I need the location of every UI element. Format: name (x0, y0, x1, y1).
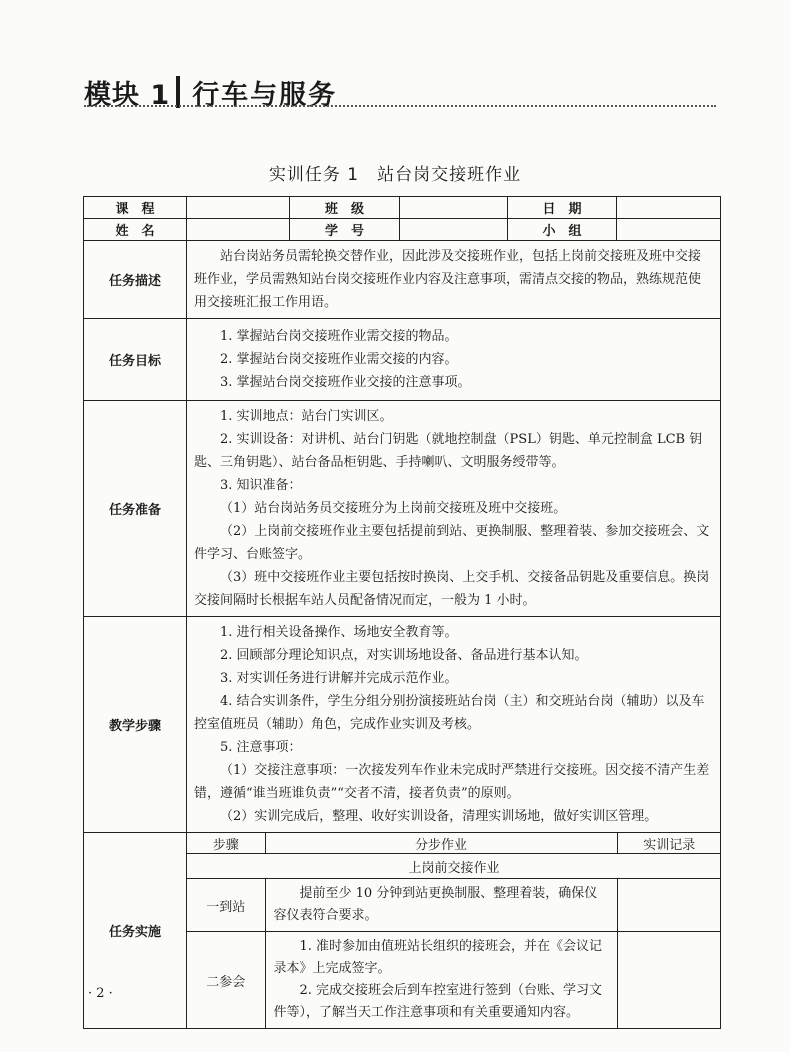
step-line: 1. 准时参加由值班站长组织的接班会，并在《会议记录本》上完成签字。 (273, 939, 603, 976)
section-title-row (187, 854, 721, 879)
teaching-label: 教学步骤 (84, 617, 187, 833)
description-label: 任务描述 (84, 241, 187, 319)
page-number: · 2 · (88, 986, 113, 1001)
teaching-item: 2. 回顾部分理论知识点，对实训场地设备、备品进行基本认知。 (220, 648, 588, 663)
objective-item: 3. 掌握站台岗交接班作业交接的注意事项。 (220, 375, 471, 390)
objective-item: 2. 掌握站台岗交接班作业需交接的内容。 (220, 352, 458, 367)
description-cell (187, 241, 721, 319)
step-record-field[interactable] (617, 879, 721, 932)
task-form-table (83, 196, 721, 1029)
step-row (187, 879, 721, 932)
class-label: 班 级 (290, 197, 400, 219)
teaching-item: （2）实训完成后，整理、收好实训设备，清理实训场地，做好实训区管理。 (220, 809, 658, 824)
teaching-item: 5. 注意事项： (220, 740, 302, 755)
objectives-row (84, 319, 721, 401)
preparation-row (84, 401, 721, 617)
task-title: 实训任务 1 站台岗交接班作业 (268, 165, 522, 185)
implementation-cell (187, 833, 721, 1029)
step-column-header: 步骤 (187, 833, 265, 854)
preparation-item: （3）班中交接班作业主要包括按时换岗、上交手机、交接备品钥匙及重要信息。换岗交接间隔时长根据车站人员配备情况而定，一般为 1 小时。 (194, 570, 710, 608)
section-title: 上岗前交接作业 (187, 854, 721, 879)
teaching-item: （1）交接注意事项：一次接发列车作业未完成时严禁进行交接班。因交接不清产生差错，遵循“谁当班谁负责”“交者不清，接者负责”的原则。 (194, 763, 710, 801)
date-label: 日 期 (508, 197, 617, 219)
course-label: 课 程 (84, 197, 187, 219)
step-name: 二参会 (187, 932, 265, 1029)
name-label: 姓 名 (84, 219, 187, 241)
step-line: 提前至少 10 分钟到站更换制服、整理着装，确保仪容仪表符合要求。 (273, 886, 598, 923)
implementation-label: 任务实施 (84, 833, 187, 1029)
implementation-row (84, 833, 721, 1029)
record-column-header: 实训记录 (617, 833, 721, 854)
preparation-cell (187, 401, 721, 617)
header-dotted-rule (84, 105, 716, 107)
teaching-item: 4. 结合实训条件，学生分组分别扮演接班站台岗（主）和交班站台岗（辅助）以及车控室值班员（辅助）角色，完成作业实训及考核。 (194, 694, 705, 732)
student-no-field[interactable] (400, 219, 508, 241)
date-field[interactable] (617, 197, 721, 219)
objectives-cell (187, 319, 721, 401)
objectives-label: 任务目标 (84, 319, 187, 401)
description-row (84, 241, 721, 319)
teaching-item: 1. 进行相关设备操作、场地安全教育等。 (220, 625, 458, 640)
group-label: 小 组 (508, 219, 617, 241)
implementation-table (187, 833, 721, 1028)
student-no-label: 学 号 (290, 219, 400, 241)
preparation-item: 3. 知识准备： (220, 478, 302, 493)
step-name: 一到站 (187, 879, 265, 932)
preparation-item: 2. 实训设备：对讲机、站台门钥匙（就地控制盘（PSL）钥匙、单元控制盒 LCB 钥匙、三角钥匙）、站台备品柜钥匙、手持喇叭、文明服务绶带等。 (194, 432, 703, 470)
group-field[interactable] (617, 219, 721, 241)
class-field[interactable] (400, 197, 508, 219)
preparation-label: 任务准备 (84, 401, 187, 617)
module-number: 模块 1 (84, 79, 171, 111)
objective-item: 1. 掌握站台岗交接班作业需交接的物品。 (220, 329, 458, 344)
description-text: 站台岗站务员需轮换交替作业，因此涉及交接班作业，包括上岗前交接班及班中交接班作业，学员需熟知站台岗交接班作业内容及注意事项，需清点交接的物品，熟练规范使用交接班汇报工作用语。 (194, 249, 702, 310)
implementation-header-row (187, 833, 721, 854)
name-field[interactable] (187, 219, 290, 241)
module-divider (176, 76, 180, 108)
preparation-item: （2）上岗前交接班作业主要包括提前到站、更换制服、整理着装、参加交接班会、文件学习、台账签字。 (194, 524, 710, 562)
teaching-row (84, 617, 721, 833)
teaching-item: 3. 对实训任务进行讲解并完成示范作业。 (220, 671, 458, 686)
module-title: 行车与服务 (192, 79, 338, 111)
preparation-item: 1. 实训地点：站台门实训区。 (220, 409, 393, 424)
preparation-item: （1）站台岗站务员交接班分为上岗前交接班及班中交接班。 (220, 501, 567, 516)
course-field[interactable] (187, 197, 290, 219)
step-content (265, 879, 617, 932)
info-row-2 (84, 219, 721, 241)
step-row (187, 932, 721, 1029)
step-content (265, 932, 617, 1029)
info-row-1 (84, 197, 721, 219)
work-column-header: 分步作业 (265, 833, 617, 854)
teaching-cell (187, 617, 721, 833)
step-line: 2. 完成交接班会后到车控室进行签到（台账、学习文件等），了解当天工作注意事项和有关重要通知内容。 (273, 983, 603, 1020)
step-record-field[interactable] (617, 932, 721, 1029)
